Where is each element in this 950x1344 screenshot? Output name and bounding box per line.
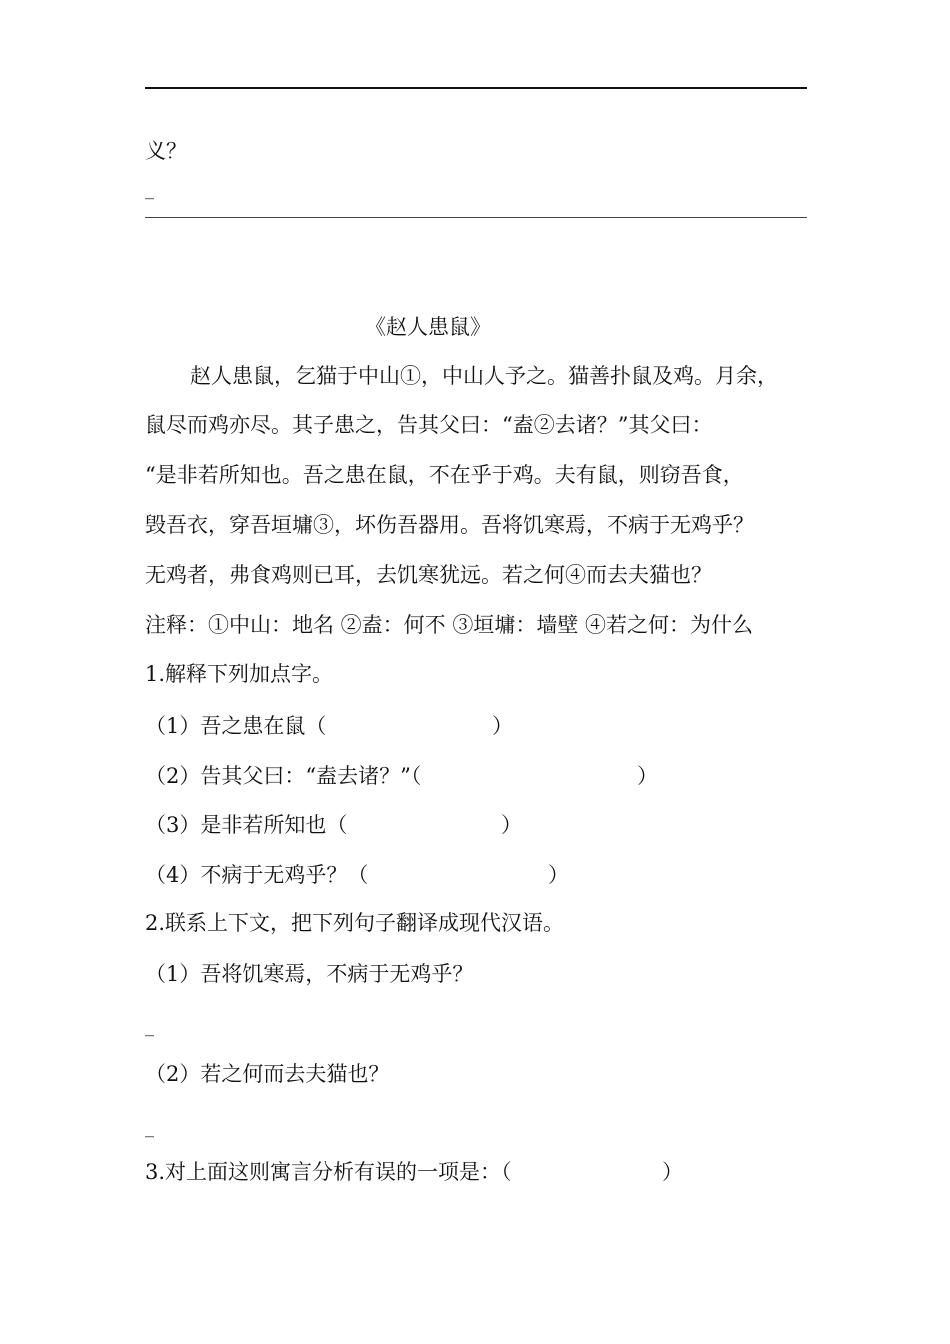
annotation-notes: 注释：①中山：地名 ②盍：何不 ③垣墉：墙壁 ④若之何：为什么	[145, 613, 754, 637]
q1-item-2: （2）告其父曰：“盍去诸？”（	[145, 764, 422, 788]
continuation-text: 义？	[145, 139, 187, 163]
q2-item-1-answer-mark[interactable]: _	[145, 1016, 154, 1037]
q3-blank-close[interactable]: ）	[662, 1160, 683, 1184]
q2-item-1: （1）吾将饥寒焉，不病于无鸡乎？	[145, 962, 474, 986]
question-2-prompt: 2.联系上下文，把下列句子翻译成现代汉语。	[145, 911, 565, 935]
q2-item-2-answer-mark[interactable]: _	[145, 1117, 154, 1138]
passage-line: “是非若所知也。吾之患在鼠，不在乎于鸡。夫有鼠，则窃吾食，	[145, 463, 744, 487]
q2-item-2: （2）若之何而去夫猫也？	[145, 1062, 390, 1086]
q1-item-3-blank-close[interactable]: ）	[501, 813, 522, 837]
q1-item-4-blank-close[interactable]: ）	[548, 863, 569, 887]
answer-line-bottom	[145, 217, 807, 218]
question-3-prompt: 3.对上面这则寓言分析有误的一项是：（	[145, 1160, 512, 1184]
q1-item-4: （4）不病于无鸡乎？（	[145, 863, 369, 887]
q1-item-1-blank-close[interactable]: ）	[492, 714, 513, 738]
q1-item-3: （3）是非若所知也（	[145, 813, 348, 837]
passage-line: 无鸡者，弗食鸡则已耳，去饥寒犹远。若之何④而去夫猫也？	[145, 563, 712, 587]
q1-item-1: （1）吾之患在鼠（	[145, 714, 327, 738]
passage-title: 《赵人患鼠》	[365, 315, 491, 339]
answer-mark: _	[145, 179, 154, 200]
q1-item-2-blank-close[interactable]: ）	[637, 764, 658, 788]
passage-line: 赵人患鼠，乞猫于中山①，中山人予之。猫善扑鼠及鸡。月余，	[190, 364, 778, 388]
passage-line: 鼠尽而鸡亦尽。其子患之，告其父曰：“盍②去诸？”其父曰：	[145, 413, 713, 437]
answer-line-top	[145, 87, 807, 89]
question-1-prompt: 1.解释下列加点字。	[145, 662, 334, 686]
passage-line: 毁吾衣，穿吾垣墉③，坏伤吾器用。吾将饥寒焉，不病于无鸡乎？	[145, 513, 754, 537]
